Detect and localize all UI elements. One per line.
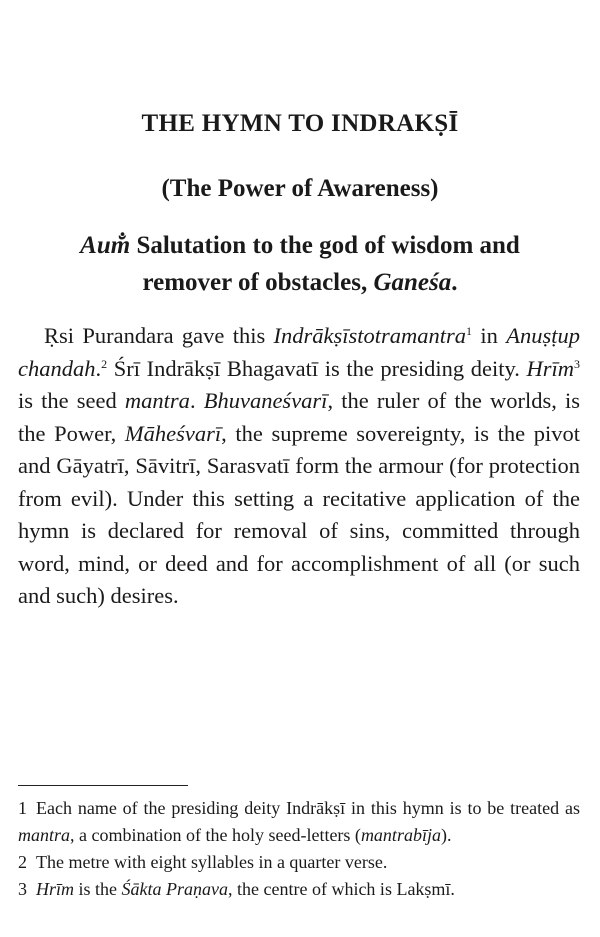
invocation-aum: Aum̐	[80, 232, 131, 259]
footnote-text: , the centre of which is Lakṣmī.	[228, 879, 455, 899]
page-title: THE HYMN TO INDRAKṢĪ	[141, 110, 459, 137]
footnote-text: , a combination of the holy seed-letters (	[70, 825, 361, 845]
footnote-ref-1: 1	[466, 324, 473, 338]
body-text-1: Ṛsi Purandara gave this	[44, 323, 274, 348]
invocation-period: .	[451, 269, 458, 296]
footnote-2	[18, 849, 580, 876]
footnote-number: 1	[18, 798, 27, 818]
footnote-ref-3: 3	[574, 356, 580, 371]
footnotes	[18, 795, 580, 903]
footnote-3	[18, 876, 580, 903]
body-italic-bhuvanesvari: Bhuvaneśvarī	[203, 388, 328, 413]
footnote-number: 3	[18, 879, 27, 899]
footnote-italic: mantra	[18, 825, 71, 845]
body-text-3: .	[95, 355, 102, 381]
body-text-7: , the ruler of the worlds, is the Power,	[18, 388, 581, 446]
footnote-divider	[18, 785, 188, 786]
footnote-number: 2	[18, 852, 27, 872]
footnote-italic: mantrabīja	[360, 825, 441, 845]
body-text-6: .	[189, 388, 204, 413]
invocation-text: Salutation to the god of wisdom and remover of obstacles,	[136, 232, 520, 296]
footnote-1	[18, 795, 580, 849]
footnote-text: ).	[440, 825, 452, 845]
body-text-4: Śrī Indrākṣī Bhagavatī is the presiding deity.	[107, 355, 527, 381]
footnote-text: The metre with eight syllables in a quarter verse.	[36, 852, 388, 872]
page-subtitle: (The Power of Awareness)	[161, 175, 439, 202]
body-text-5: is the seed	[18, 388, 125, 413]
footnote-italic: Śākta Praṇava	[121, 879, 228, 899]
body-text-8: , the supreme sovereignty, is the pivot and Gāyatrī, Sāvitrī, Sarasvatī form the armour (for protection from evil). Under this setting a recitative application of the hymn is declared for removal of sins, committed through word, mind, or deed and for accomplishment of all (or such and such) desires.	[18, 420, 580, 608]
body-text-2: in	[472, 323, 507, 348]
body-italic-stotramantra: Indrākṣīstotramantra	[273, 323, 467, 348]
body-italic-anustup: Anuṣṭup chandah	[18, 323, 580, 381]
invocation	[60, 227, 540, 301]
body-italic-mantra: mantra	[124, 388, 190, 413]
body-italic-hrim: Hrīm	[526, 355, 574, 381]
invocation-ganesa: Ganeśa	[373, 269, 452, 296]
body-paragraph	[18, 320, 580, 613]
footnote-text: Each name of the presiding deity Indrākṣī in this hymn is to be treated as	[36, 798, 580, 818]
footnote-italic: Hrīm	[36, 879, 75, 899]
footnote-ref-2: 2	[101, 356, 108, 371]
footnote-text: is the	[74, 879, 122, 899]
body-italic-mahesvari: Māheśvarī	[124, 420, 222, 446]
